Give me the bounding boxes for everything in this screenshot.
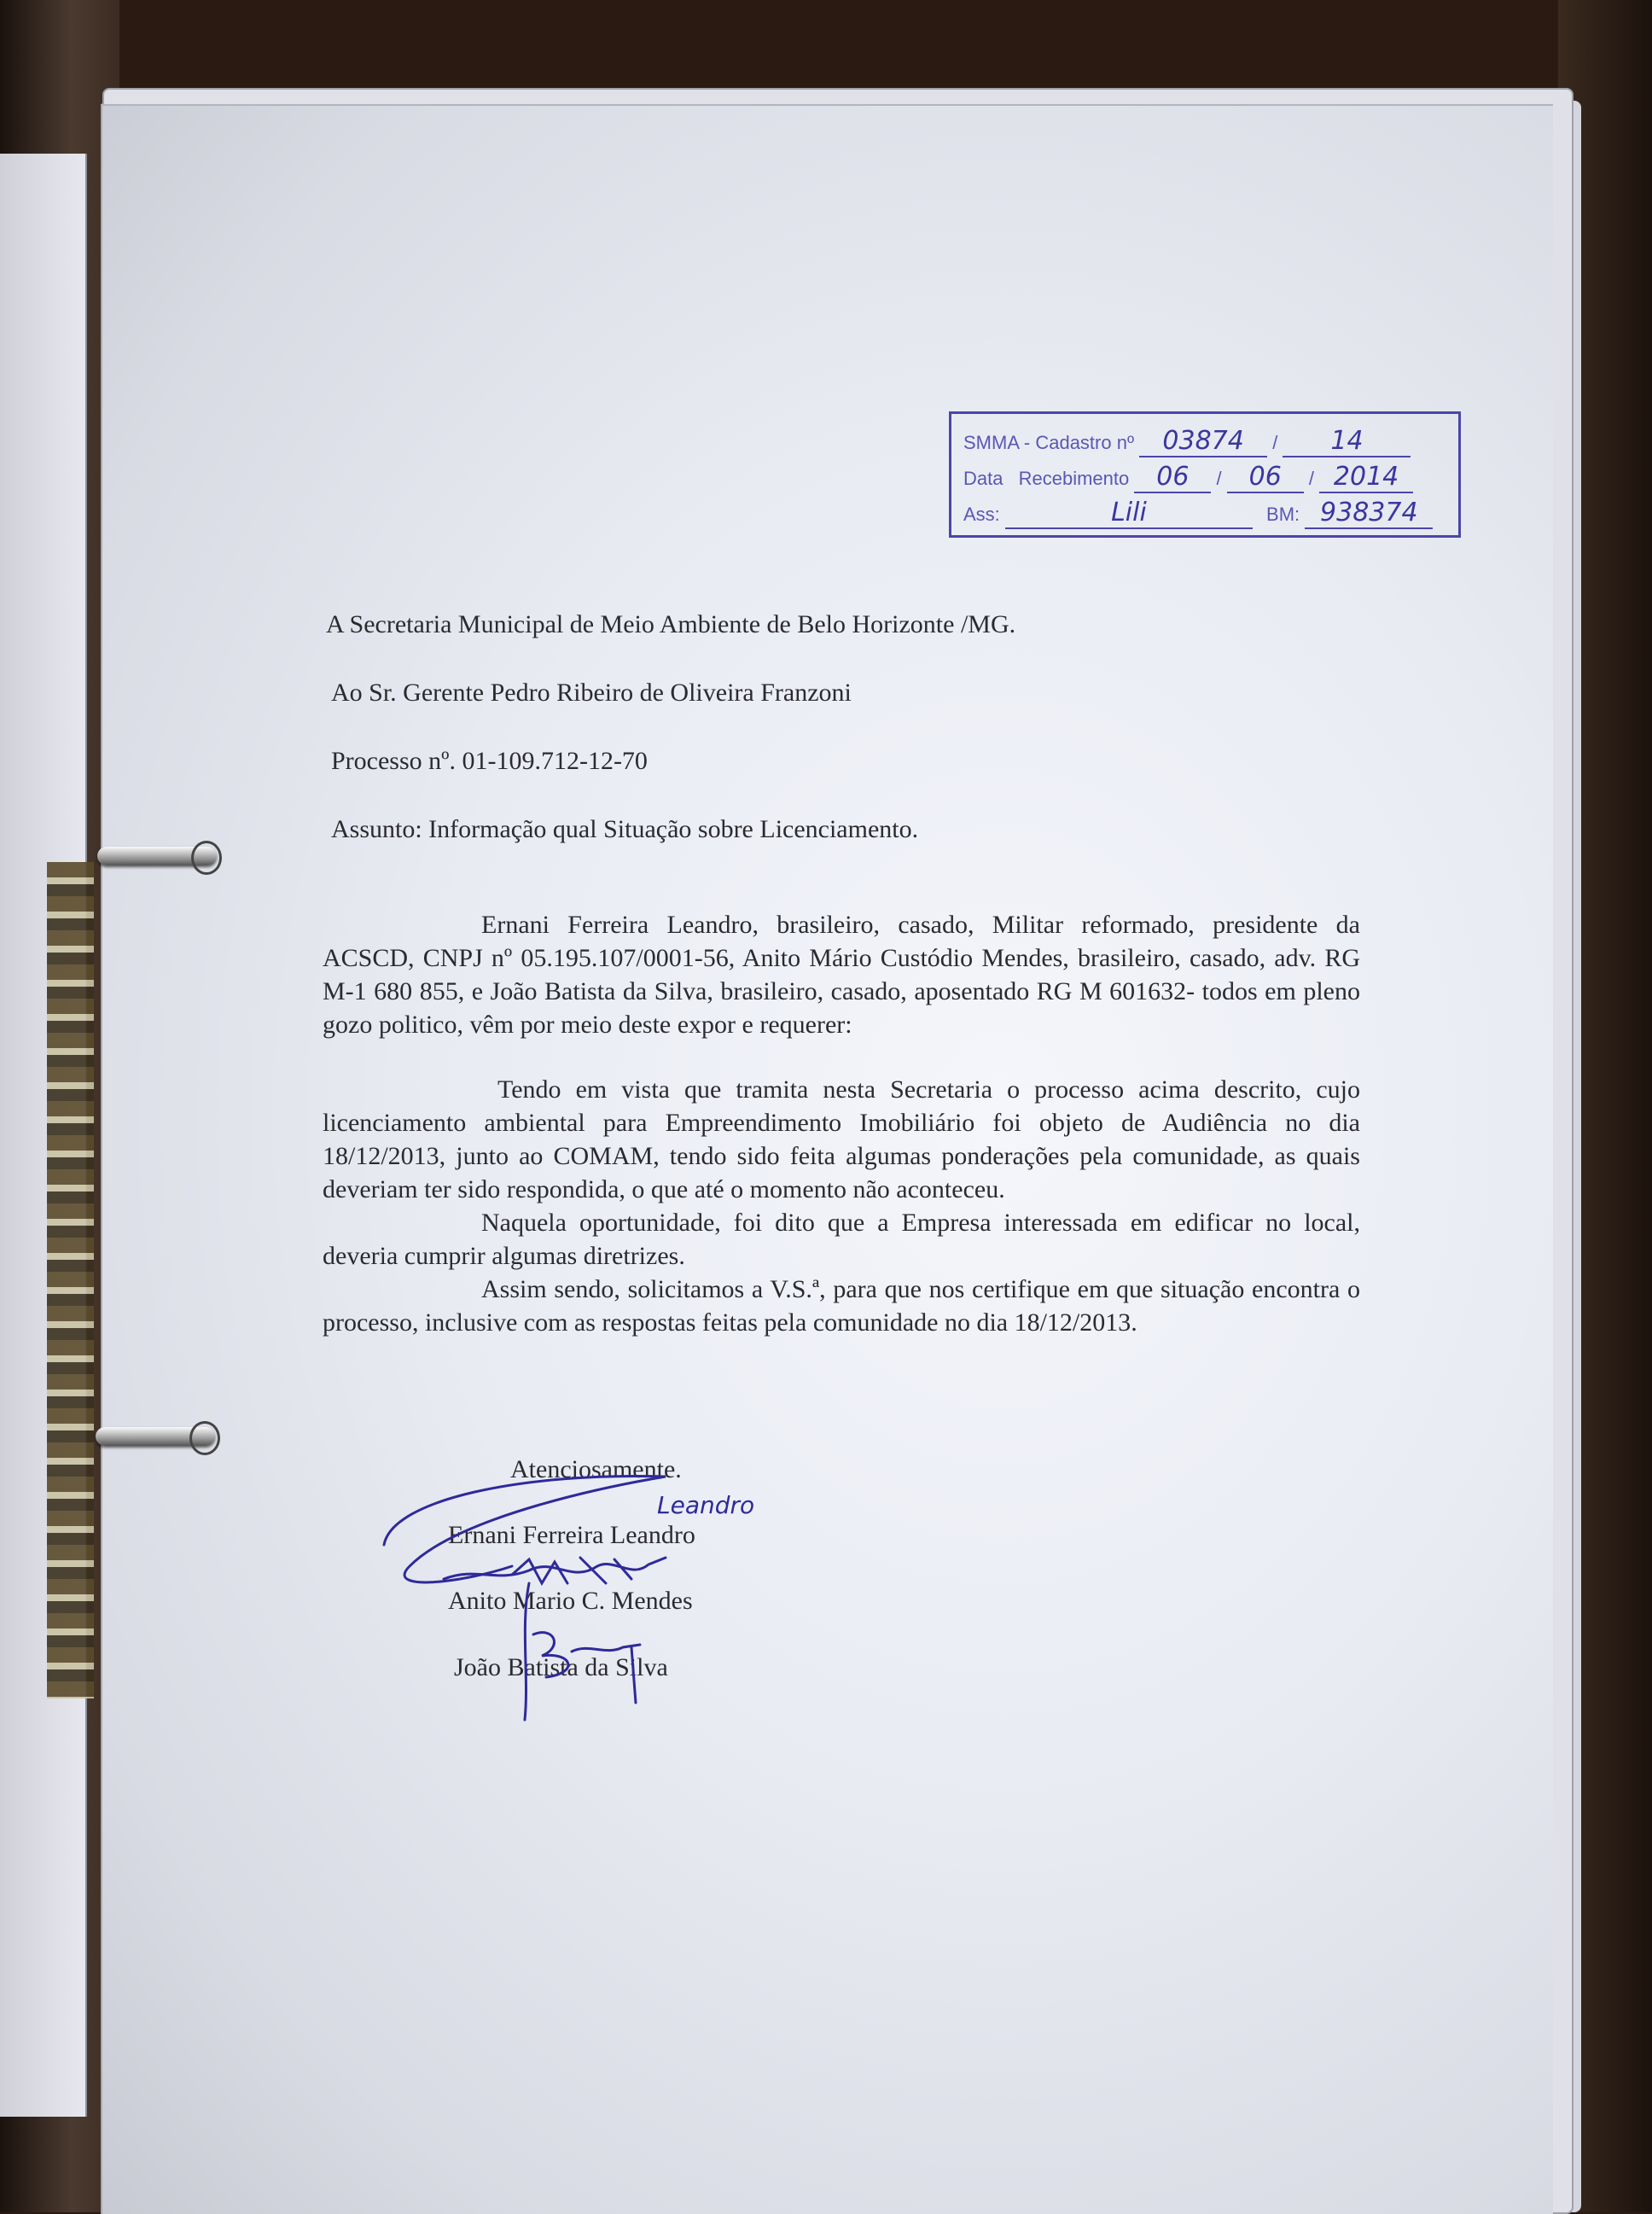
paragraph-requesters: [323, 908, 1360, 1041]
stamp-cadastro-year: 14: [1283, 426, 1411, 457]
signer-1-name: Ernani Ferreira Leandro: [448, 1521, 695, 1549]
handwritten-signatures: [358, 1464, 802, 1737]
letter-body: [323, 908, 1360, 1339]
stamp-year: 2014: [1319, 462, 1413, 493]
closing: Atenciosamente.: [510, 1455, 682, 1483]
binder-ring-top: [97, 847, 217, 865]
signer-2-name: Anito Mario C. Mendes: [448, 1587, 693, 1615]
stamp-cadastro-number: 03874: [1139, 426, 1267, 457]
binder-ring-bottom: [96, 1427, 215, 1446]
letter-process-number: Processo nº. 01-109.712-12-70: [331, 747, 648, 775]
letter-subject: Assunto: Informação qual Situação sobre Licenciamento.: [331, 815, 919, 843]
document-page: [101, 104, 1553, 2214]
stamp-recebimento-label: Recebimento: [1018, 468, 1130, 489]
letter-recipient: A Secretaria Municipal de Meio Ambiente de Belo Horizonte /MG.: [326, 610, 1016, 638]
paragraph-context-text: Tendo em vista que tramita nesta Secretaria o processo acima descrito, cujo licenciamento ambiental para Empreendimento Imobiliário foi objeto de Audiência no dia 18/12/2013, junto ao COMAM, tendo sido feita algumas ponderações pela comunidade, as quais deveriam ter sido respondida, o que até o momento não aconteceu.: [323, 1075, 1360, 1203]
paragraph-request: [323, 1273, 1360, 1339]
signature-handwritten-leandro: Leandro: [657, 1491, 755, 1519]
stamp-cadastro-label: SMMA - Cadastro nº: [963, 432, 1134, 453]
binder-strip: [47, 862, 94, 1698]
paragraph-request-text: Assim sendo, solicitamos a V.S.ª, para que nos certifique em que situação encontra o processo, inclusive com as respostas feitas pela comunidade no dia 18/12/2013.: [323, 1275, 1360, 1337]
letter-attention: Ao Sr. Gerente Pedro Ribeiro de Oliveira Franzoni: [331, 679, 852, 707]
stamp-bm-label: BM:: [1266, 504, 1300, 525]
paragraph-opportunity-text: Naquela oportunidade, foi dito que a Empresa interessada em edificar no local, deveria cumprir algumas diretrizes.: [323, 1209, 1360, 1270]
paragraph-requesters-text: Ernani Ferreira Leandro, brasileiro, casado, Militar reformado, presidente da ACSCD, CNPJ nº 05.195.107/0001-56, Anito Mário Custódio Mendes, brasileiro, casado, adv. RG M-1 680 855, e João Batista da Silva, brasileiro, casado, aposentado RG M 601632- todos em pleno gozo politico, vêm por meio deste expor e requerer:: [323, 911, 1360, 1039]
paragraph-context: [323, 1073, 1360, 1206]
stamp-month: 06: [1227, 462, 1304, 493]
stamp-ass-label: Ass:: [963, 504, 1000, 525]
stamp-day: 06: [1134, 462, 1211, 493]
stamp-bm-value: 938374: [1305, 498, 1433, 529]
stamp-data-label: Data: [963, 468, 1003, 489]
registration-stamp: SMMA - Cadastro nº 03874 / 14 Data Recebimento 06 / 06 / 2014 Ass: Lili BM: 938374: [949, 411, 1461, 538]
paragraph-opportunity: [323, 1206, 1360, 1273]
stamp-ass-signature: Lili: [1005, 498, 1253, 529]
signer-3-name: João Batista da Silva: [454, 1653, 668, 1681]
